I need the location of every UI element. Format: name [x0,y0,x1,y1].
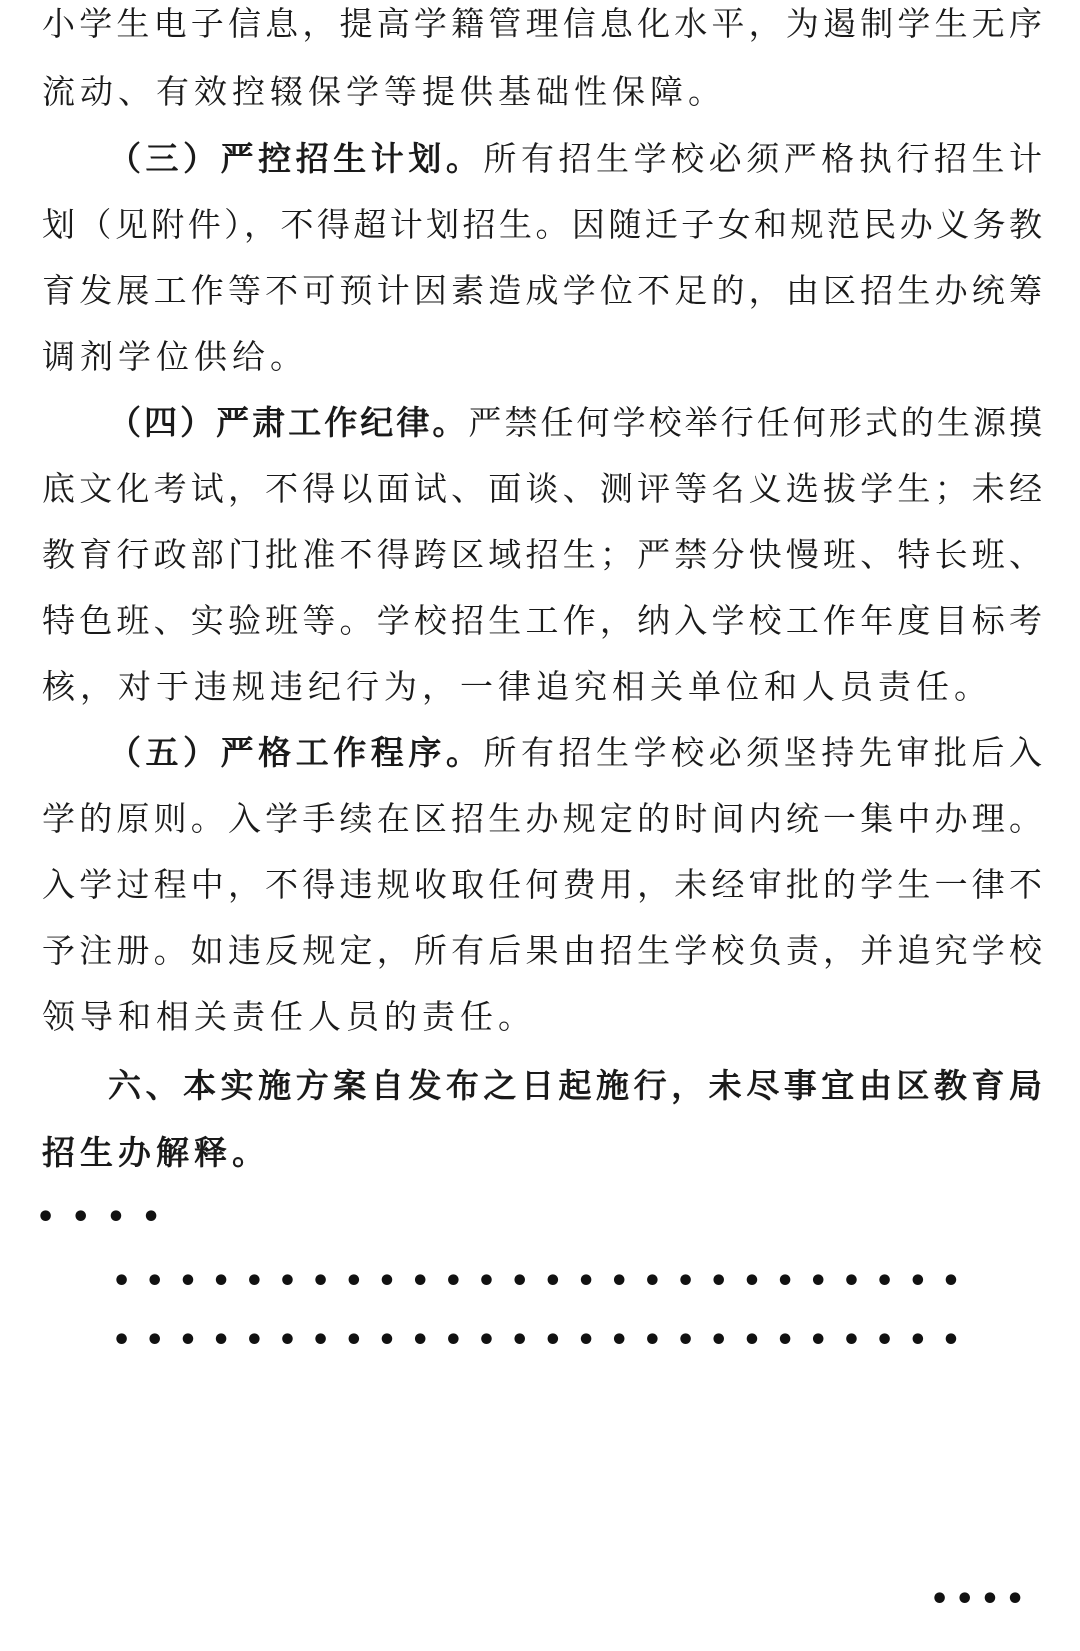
paragraph-line: 育发展工作等不可预计因素造成学位不足的，由区招生办统筹 [42,271,1042,310]
section-4-line-1 [108,401,1042,445]
paragraph-line: 予注册。如违反规定，所有后果由招生学校负责，并追究学校 [42,931,1042,970]
section-3-heading: （三）严控招生计划。 [108,139,484,178]
section-4-text: 严禁任何学校举行任何形式的生源摸 [468,403,1043,442]
paragraph-line: 小学生电子信息，提高学籍管理信息化水平，为遏制学生无序 [42,4,1042,43]
paragraph-line: 教育行政部门批准不得跨区域招生；严禁分快慢班、特长班、 [42,535,1042,574]
paragraph-line: 划（见附件），不得超计划招生。因随迁子女和规范民办义务教 [42,205,1042,244]
paragraph-line: 调剂学位供给。 [42,337,308,376]
section-5-line-1 [108,731,1042,775]
paragraph-line: 底文化考试，不得以面试、面谈、测评等名义选拔学生；未经 [42,469,1042,508]
paragraph-line: 流动、有效控辍保学等提供基础性保障。 [42,72,726,111]
paragraph-line: 领导和相关责任人员的责任。 [42,997,536,1036]
dots-row-3: •••••••••••••••••••••••••• [112,1323,975,1358]
paragraph-line: 入学过程中，不得违规收取任何费用，未经审批的学生一律不 [42,865,1042,904]
dots-row-2: •••••••••••••••••••••••••• [112,1264,975,1299]
paragraph-line: 特色班、实验班等。学校招生工作，纳入学校工作年度目标考 [42,601,1042,640]
section-3-line-1 [108,137,1042,181]
section-5-heading: （五）严格工作程序。 [108,733,484,772]
section-6-line-2: 招生办解释。 [42,1133,270,1172]
section-5-text: 所有招生学校必须坚持先审批后入 [483,733,1043,772]
section-4-heading: （四）严肃工作纪律。 [108,403,469,442]
section-6-line-1: 六、本实施方案自发布之日起施行，未尽事宜由区教育局 [108,1066,1042,1105]
section-3-text: 所有招生学校必须严格执行招生计 [483,139,1043,178]
dots-row-1: •••• [36,1200,177,1235]
paragraph-line: 核，对于违规违纪行为，一律追究相关单位和人员责任。 [42,667,992,706]
paragraph-line: 学的原则。入学手续在区招生办规定的时间内统一集中办理。 [42,799,1042,838]
dots-row-4: •••• [930,1582,1031,1617]
